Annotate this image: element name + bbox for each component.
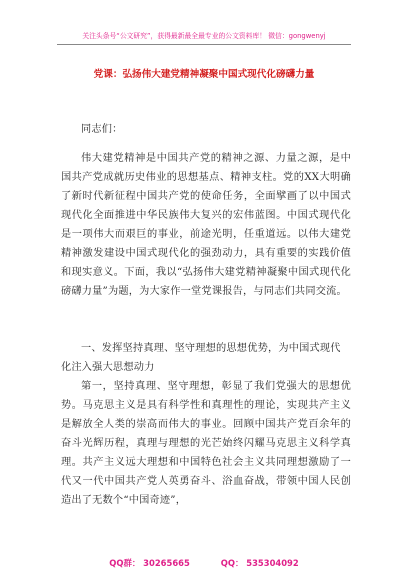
body-paragraph: 第一，坚持真理、坚守理想，彰显了我们党强大的思想优势。马克思主义是具有科学性和真理性的理论，实现共产主义是解放全人类的崇高而伟大的事业。回顾中国共产党百余年的奋斗光辉历程，真理与理想的光芒始终闪耀马克思主义科学真理。共产主义远大理想和中国特色社会主义共同理想激励了一代又一代中国共产党人英勇奋斗、浴血奋战，带领中国人民创造出了无数个“中国奇迹”， bbox=[61, 381, 351, 506]
header-promo-text: 关注头条号“公文研究”，获得最新最全最专业的公文资料库！ 微信：gongwenyj bbox=[82, 32, 326, 40]
footer-qq: QQ： 535304092 bbox=[220, 558, 299, 568]
footer-qq-group: QQ群： 30265665 bbox=[109, 558, 190, 568]
document-title: 党课：弘扬伟大建党精神凝聚中国式现代化磅礴力量 bbox=[93, 69, 315, 80]
header-divider bbox=[57, 44, 351, 45]
greeting: 同志们： bbox=[81, 124, 123, 135]
body-paragraph: 伟大建党精神是中国共产党的精神之源、力量之源，是中国共产党成就历史伟业的思想基点、精神支柱。党的XX大明确了新时代新征程中国共产党的使命任务，全面擘画了以中国式现代化全面推进中华民族伟大复兴的宏伟蓝图。中国式现代化是一项伟大而艰巨的事业，前途光明，任重道远。以伟大建党精神激发建设中国式现代化的强劲动力，具有重要的实践价值和现实意义。下面，我以“弘扬伟大建党精神凝聚中国式现代化磅礴力量”为题，为大家作一堂党课报告，与同志们共同交流。 bbox=[61, 153, 351, 297]
header-banner bbox=[0, 0, 408, 48]
footer-contact bbox=[0, 557, 408, 569]
section-heading: 一、发挥坚持真理、坚守理想的思想优势，为中国式现代化注入强大思想动力 bbox=[61, 343, 341, 373]
